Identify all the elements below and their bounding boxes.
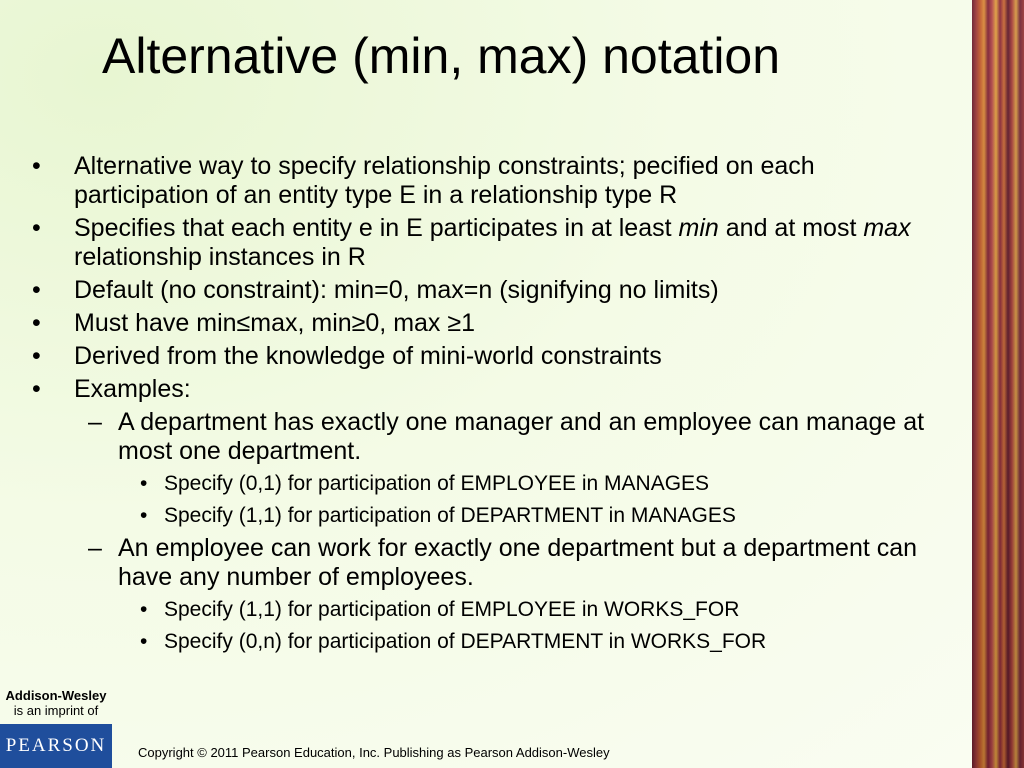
bullet-text: relationship instances in R [74, 243, 366, 271]
example-works-for: – An employee can work for exactly one department but a department can have any number of employees. [32, 534, 932, 592]
publisher-block [0, 688, 112, 718]
slide-title: Alternative (min, max) notation [102, 28, 781, 84]
example-item: • Specify (1,1) for participation of EMPLOYEE in WORKS_FOR [32, 596, 932, 624]
bullet-min-max-participation [32, 214, 932, 272]
publisher-name: Addison-Wesley [5, 688, 107, 703]
copyright-notice: Copyright © 2011 Pearson Education, Inc. Publishing as Pearson Addison-Wesley [138, 745, 610, 760]
decorative-side-stripe [972, 0, 1024, 768]
example-item: • Specify (1,1) for participation of DEPARTMENT in MANAGES [32, 502, 932, 530]
pearson-logo: PEARSON [0, 724, 112, 768]
bullet-text: Specifies that each entity e in E participates in at least [74, 214, 679, 242]
bullet-derived: • Derived from the knowledge of mini-world constraints [32, 342, 932, 371]
example-item: • Specify (0,n) for participation of DEPARTMENT in WORKS_FOR [32, 628, 932, 656]
example-item: • Specify (0,1) for participation of EMPLOYEE in MANAGES [32, 470, 932, 498]
bullet-must-have: • Must have min≤max, min≥0, max ≥1 [32, 309, 932, 338]
bullet-alternative-way: • Alternative way to specify relationship constraints; pecified on each participation of an entity type E in a relationship type R [32, 152, 932, 210]
bullet-default: • Default (no constraint): min=0, max=n (signifying no limits) [32, 276, 932, 305]
bullet-examples: • Examples: [32, 375, 932, 404]
slide-content [32, 152, 932, 660]
bullet-text: and at most [718, 214, 864, 242]
max-term: max [863, 214, 911, 242]
example-manages: – A department has exactly one manager and an employee can manage at most one department. [32, 408, 932, 466]
min-term: min [678, 214, 719, 242]
publisher-imprint: is an imprint of [13, 703, 99, 718]
